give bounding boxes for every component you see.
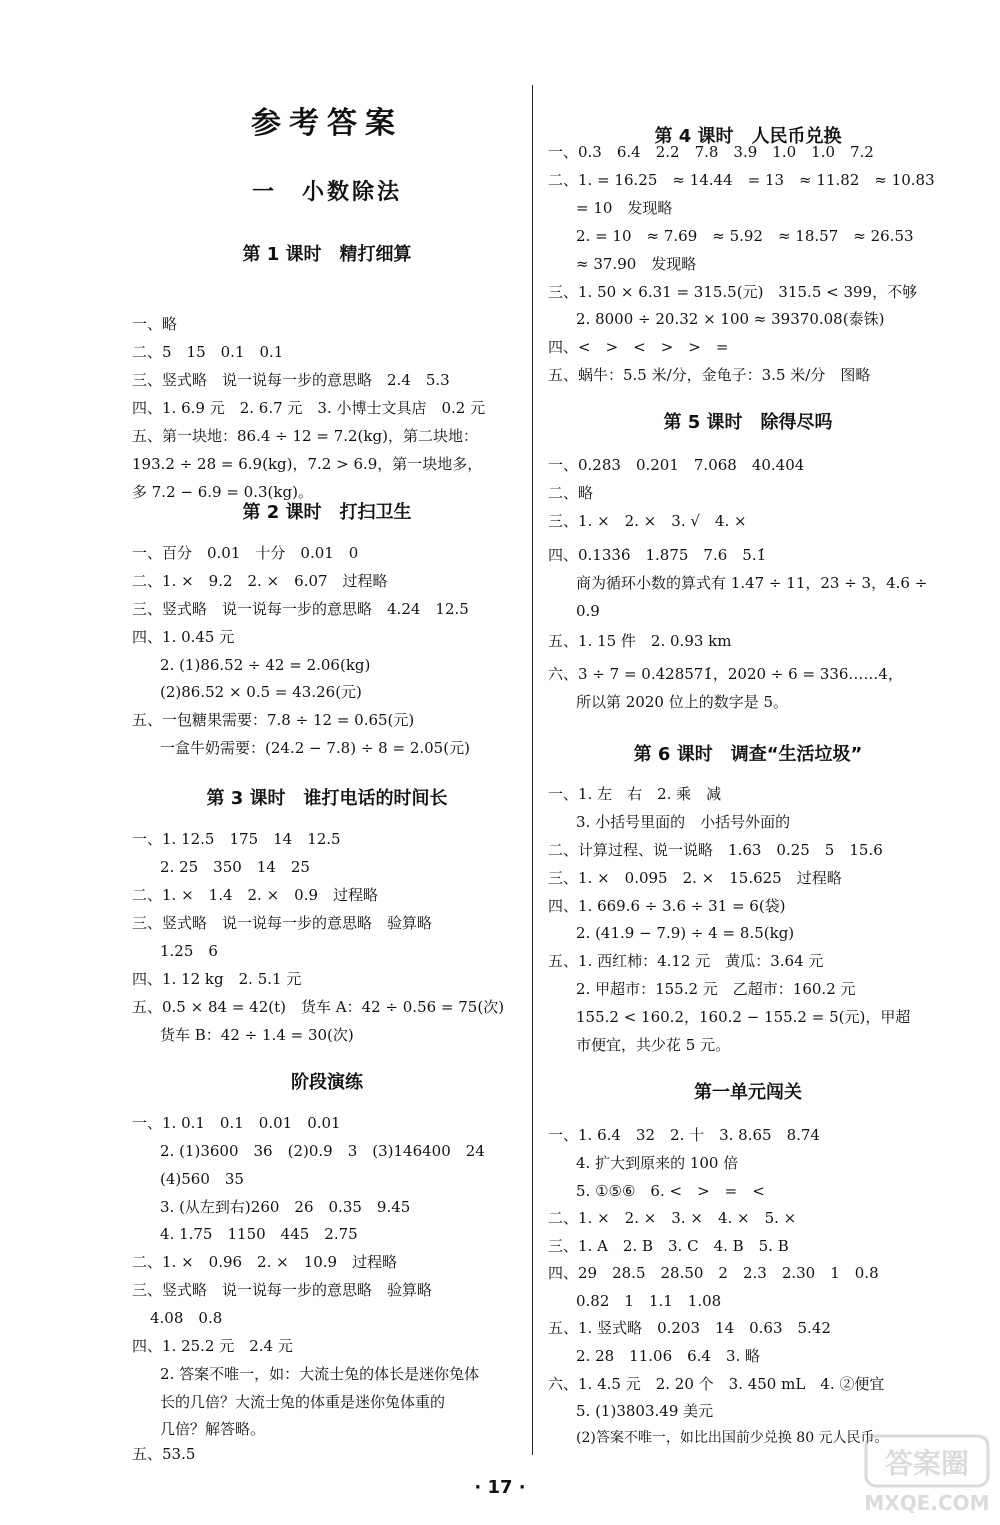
answer-line: 一、1. 12.5 175 14 12.5 (132, 830, 341, 848)
watermark-logo (862, 1430, 992, 1518)
answer-line: 四、1. 669.6 ÷ 3.6 ÷ 31 = 6(袋) (548, 897, 786, 915)
answer-line: 六、1. 4.5 元 2. 20 个 3. 450 mL 4. ②便宜 (548, 1375, 885, 1393)
answer-line: 二、计算过程、说一说略 1.63 0.25 5 15.6 (548, 841, 883, 859)
answer-line: 4.08 0.8 (150, 1309, 223, 1327)
answer-line: 货车 B：42 ÷ 1.4 = 30(次) (160, 1026, 354, 1044)
answer-line: (2)答案不唯一，如比出国前少兑换 80 元人民币。 (576, 1430, 889, 1446)
answer-line: 2. (1)86.52 ÷ 42 = 2.06(kg) (160, 656, 371, 674)
answer-line: 一、0.283 0.201 7.068 40.404 (548, 456, 805, 474)
answer-line: 五、0.5 × 84 = 42(t) 货车 A：42 ÷ 0.56 = 75(次) (132, 998, 505, 1016)
answer-line: 193.2 ÷ 28 = 6.9(kg)，7.2 > 6.9，第一块地多， (132, 455, 483, 473)
answer-line: 三、1. × 0.095 2. × 15.625 过程略 (548, 869, 842, 887)
answer-line: 4. 1.75 1150 445 2.75 (160, 1225, 358, 1243)
svg-text:答案圈: 答案圈 (884, 1447, 970, 1480)
answer-line: 五、1. 西红柿：4.12 元 黄瓜：3.64 元 (548, 952, 824, 970)
answer-line: 市便宜，共少花 5 元。 (576, 1036, 731, 1054)
answer-line: 二、1. × 9.2 2. × 6.07 过程略 (132, 572, 388, 590)
answer-line: 三、1. 50 × 6.31 = 315.5(元) 315.5 < 399，不够 (548, 283, 918, 301)
answer-line: 四、1. 25.2 元 2.4 元 (132, 1337, 293, 1355)
answer-line: 1.25 6 (160, 942, 218, 960)
answer-line: 五、53.5 (132, 1445, 196, 1463)
section-title-lesson-2: 第 2 课时 打扫卫生 (242, 502, 412, 523)
answer-line: 3. 小括号里面的 小括号外面的 (576, 813, 791, 831)
answer-line: 2. 甲超市：155.2 元 乙超市：160.2 元 (576, 980, 856, 998)
answer-line: ≈ 37.90 发现略 (576, 255, 697, 273)
answer-line: 二、1. × 2. × 3. × 4. × 5. × (548, 1209, 797, 1227)
answer-line: 2. 答案不唯一，如：大流士兔的体长是迷你兔体 (160, 1365, 480, 1383)
answer-line: (2)86.52 × 0.5 = 43.26(元) (160, 683, 362, 701)
column-divider (532, 85, 533, 1455)
answer-line: 二、5 15 0.1 0.1 (132, 343, 284, 361)
answer-line: 二、1. = 16.25 ≈ 14.44 = 13 ≈ 11.82 ≈ 10.83 (548, 171, 935, 189)
section-title-lesson-6: 第 6 课时 调查“生活垃圾” (633, 744, 863, 765)
answer-line: 2. = 10 ≈ 7.69 ≈ 5.92 ≈ 18.57 ≈ 26.53 (576, 227, 914, 245)
answer-line: 三、竖式略 说一说每一步的意思略 验算略 (132, 914, 433, 932)
page-title: 参考答案 (251, 106, 403, 141)
answer-line: 五、第一块地：86.4 ÷ 12 = 7.2(kg)，第二块地： (132, 427, 478, 445)
section-title-lesson-1: 第 1 课时 精打细算 (242, 244, 412, 265)
answer-line: 4. 扩大到原来的 100 倍 (576, 1154, 739, 1172)
answer-line: 长的几倍？大流士兔的体重是迷你兔体重的 (160, 1393, 446, 1411)
answer-line: 2. (41.9 − 7.9) ÷ 4 = 8.5(kg) (576, 924, 795, 942)
answer-line: 二、1. × 0.96 2. × 10.9 过程略 (132, 1253, 398, 1271)
answer-line: 四、29 28.5 28.50 2 2.3 2.30 1 0.8 (548, 1264, 879, 1282)
answer-line: 三、竖式略 说一说每一步的意思略 2.4 5.3 (132, 371, 450, 389)
answer-line: 0.82 1 1.1 1.08 (576, 1292, 722, 1310)
answer-line: 5. ①⑤⑥ 6. < > = < (576, 1182, 765, 1200)
answer-line: 商为循环小数的算式有 1.47 ÷ 11，23 ÷ 3，4.6 ÷ (576, 574, 928, 592)
answer-line: 2. (1)3600 36 (2)0.9 3 (3)146400 24 (160, 1142, 485, 1160)
answer-line: 六、3 ÷ 7 = 0.4̇28571̇，2020 ÷ 6 = 336……4， (548, 665, 903, 683)
answer-line: 二、1. × 1.4 2. × 0.9 过程略 (132, 886, 379, 904)
answer-line: 几倍？解答略。 (160, 1420, 266, 1438)
answer-line: 五、蜗牛：5.5 米/分，金龟子：3.5 米/分 图略 (548, 366, 871, 384)
answer-line: 五、一包糖果需要：7.8 ÷ 12 = 0.65(元) (132, 711, 415, 729)
answer-line: 2. 28 11.06 6.4 3. 略 (576, 1347, 761, 1365)
answer-line: 四、1. 0.45 元 (132, 628, 235, 646)
section-title-lesson-4: 第 4 课时 人民币兑换 (654, 126, 842, 147)
answer-line: 一、0.3 6.4 2.2 7.8 3.9 1.0 1.0 7.2 (548, 143, 874, 161)
answer-line: 2. 25 350 14 25 (160, 858, 310, 876)
answer-line: 5. (1)3803.49 美元 (576, 1402, 714, 1420)
page-number: · 17 · (474, 1477, 526, 1498)
answer-line: 四、1. 6.9 元 2. 6.7 元 3. 小博士文具店 0.2 元 (132, 399, 486, 417)
answer-line: 一、1. 0.1 0.1 0.01 0.01 (132, 1114, 341, 1132)
answer-line: 五、1. 竖式略 0.203 14 0.63 5.42 (548, 1319, 831, 1337)
answer-line: 三、1. × 2. × 3. √ 4. × (548, 512, 747, 530)
answer-line: 一、1. 左 右 2. 乘 减 (548, 785, 722, 803)
svg-text:MXQE.COM: MXQE.COM (864, 1491, 990, 1515)
answer-line: 五、1. 15 件 2. 0.93 km (548, 632, 732, 650)
answer-line: 四、0.133̇6̇ 1.875 7.6 5.1̇ (548, 546, 767, 564)
unit-title: 一 小数除法 (251, 180, 402, 205)
answer-line: 一、1. 6.4 32 2. 十 3. 8.65 8.74 (548, 1126, 820, 1144)
answer-line: 3. (从左到右)260 26 0.35 9.45 (160, 1198, 411, 1216)
answer-line: = 10 发现略 (576, 199, 673, 217)
answer-line: 四、1. 12 kg 2. 5.1 元 (132, 970, 302, 988)
answer-line: 四、< > < > > = (548, 338, 729, 356)
answer-line: 一、百分 0.01 十分 0.01 0 (132, 544, 359, 562)
section-title-lesson-5: 第 5 课时 除得尽吗 (663, 412, 833, 433)
answer-line: 三、竖式略 说一说每一步的意思略 4.24 12.5 (132, 600, 469, 618)
answer-line: 155.2 < 160.2，160.2 − 155.2 = 5(元)，甲超 (576, 1008, 911, 1026)
answer-line: 一、略 (132, 315, 178, 333)
answer-line: 三、竖式略 说一说每一步的意思略 验算略 (132, 1281, 433, 1299)
answer-line: 所以第 2020 位上的数字是 5。 (576, 693, 789, 711)
answer-line: (4)560 35 (160, 1170, 244, 1188)
answer-line: 0.9 (576, 602, 600, 620)
answer-line: 二、略 (548, 484, 594, 502)
answer-line: 一盒牛奶需要：(24.2 − 7.8) ÷ 8 = 2.05(元) (160, 739, 470, 757)
answer-line: 2. 8000 ÷ 20.32 × 100 ≈ 39370.08(泰铢) (576, 310, 885, 328)
answer-line: 多 7.2 − 6.9 = 0.3(kg)。 (132, 483, 313, 501)
section-title-stage-practice: 阶段演练 (291, 1072, 363, 1093)
section-title-lesson-3: 第 3 课时 谁打电话的时间长 (206, 788, 448, 809)
section-title-unit-checkpoint: 第一单元闯关 (694, 1082, 802, 1103)
answer-line: 三、1. A 2. B 3. C 4. B 5. B (548, 1237, 789, 1255)
